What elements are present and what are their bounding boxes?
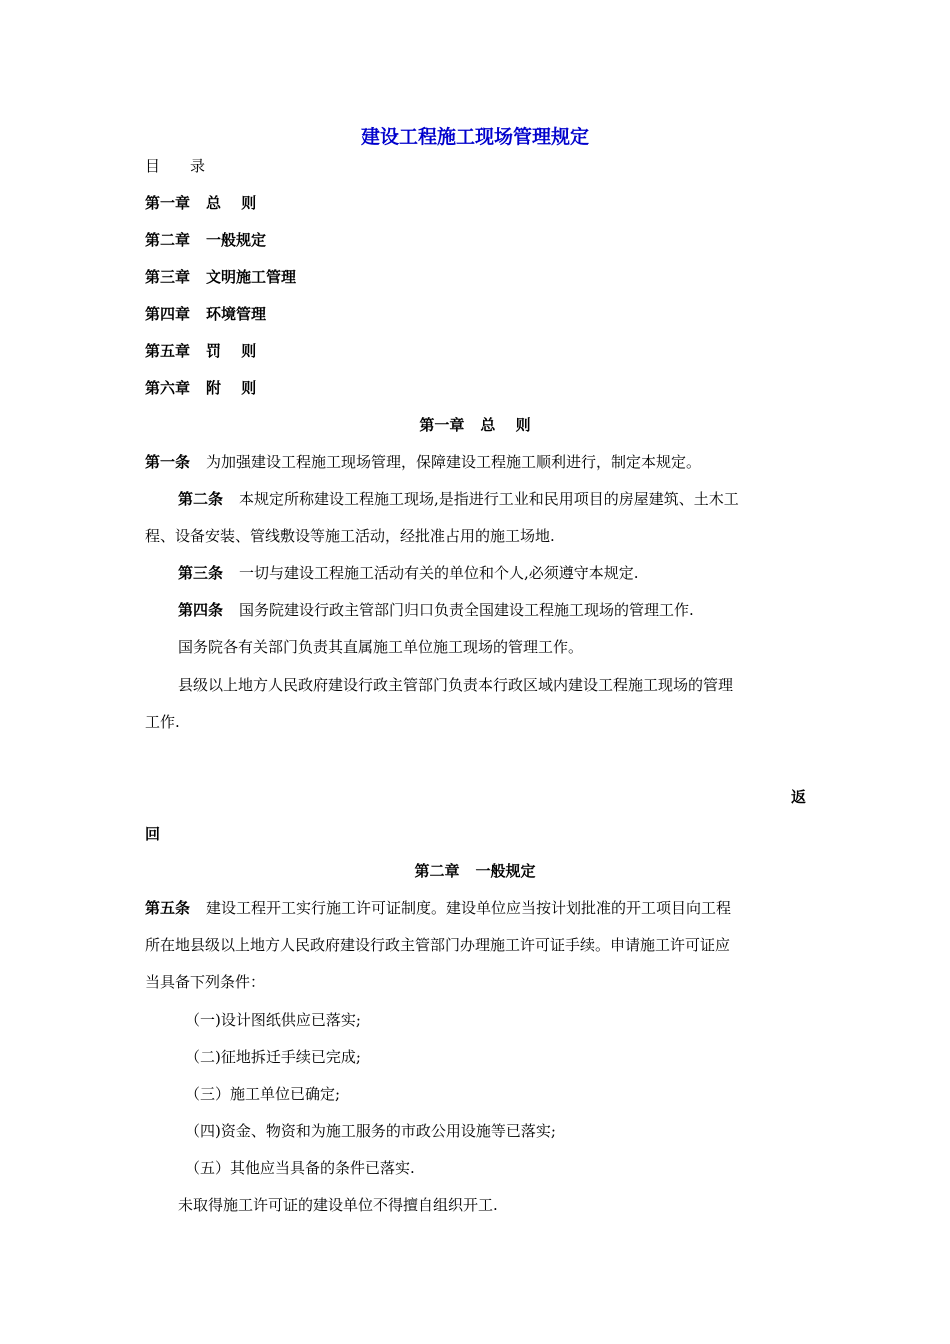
toc-item: [145, 230, 266, 250]
toc-chapter: 第一章: [145, 194, 191, 212]
condition-item: （五）其他应当具备的条件已落实.: [185, 1159, 415, 1177]
condition-item: （二)征地拆迁手续已完成;: [185, 1048, 361, 1066]
chapter-name: 一般规定: [475, 862, 536, 880]
paragraph: 国务院各有关部门负责其直属施工单位施工现场的管理工作。: [178, 638, 584, 656]
chapter-name: 总 则: [480, 416, 531, 434]
article-text: 一切与建设工程施工活动有关的单位和个人,必须遵守本规定.: [239, 564, 639, 582]
article-label: 第四条: [178, 601, 224, 619]
back-link-part-1[interactable]: 返: [790, 788, 806, 806]
chapter-number: 第一章: [419, 416, 465, 434]
article-text: 为加强建设工程施工现场管理，保障建设工程施工顺利进行，制定本规定。: [206, 453, 702, 471]
toc-chapter-name: 罚 则: [206, 342, 257, 360]
article-label: 第一条: [145, 453, 191, 471]
condition-item: （三）施工单位已确定;: [185, 1085, 341, 1103]
article-2-continued: 程、设备安装、管线敷设等施工活动，经批准占用的施工场地.: [145, 527, 555, 545]
toc-chapter-name: 环境管理: [206, 305, 267, 323]
article-label: 第五条: [145, 899, 191, 917]
article-label: 第二条: [178, 490, 224, 508]
toc-chapter: 第二章: [145, 231, 191, 249]
toc-label: 目 录: [145, 157, 206, 175]
article-text: 国务院建设行政主管部门归口负责全国建设工程施工现场的管理工作.: [239, 601, 694, 619]
article-4: [178, 600, 694, 620]
paragraph: 未取得施工许可证的建设单位不得擅自组织开工.: [178, 1196, 498, 1214]
back-link-part-2[interactable]: 回: [145, 825, 161, 843]
condition-item: （四)资金、物资和为施工服务的市政公用设施等已落实;: [185, 1122, 556, 1140]
article-3: [178, 563, 639, 583]
paragraph-continued: 工作.: [145, 713, 180, 731]
toc-chapter: 第五章: [145, 342, 191, 360]
paragraph: 县级以上地方人民政府建设行政主管部门负责本行政区域内建设工程施工现场的管理: [178, 676, 734, 694]
toc-item: [145, 304, 266, 324]
article-text: 本规定所称建设工程施工现场,是指进行工业和民用项目的房屋建筑、土木工: [239, 490, 739, 508]
condition-item: （一)设计图纸供应已落实;: [185, 1011, 361, 1029]
toc-item: [145, 267, 296, 287]
article-text: 建设工程开工实行施工许可证制度。建设单位应当按计划批准的开工项目向工程: [206, 899, 732, 917]
article-5-continued: 所在地县级以上地方人民政府建设行政主管部门办理施工许可证手续。申请施工许可证应: [145, 936, 731, 954]
document-title: 建设工程施工现场管理规定: [360, 126, 589, 148]
toc-chapter-name: 总 则: [206, 194, 257, 212]
chapter-heading: [0, 415, 950, 435]
toc-chapter-name: 文明施工管理: [206, 268, 297, 286]
toc-chapter-name: 附 则: [206, 379, 257, 397]
chapter-number: 第二章: [414, 862, 460, 880]
article-1: [145, 452, 701, 472]
toc-item: [145, 193, 256, 213]
toc-chapter: 第六章: [145, 379, 191, 397]
toc-chapter-name: 一般规定: [206, 231, 267, 249]
article-5: [145, 898, 731, 918]
toc-chapter: 第三章: [145, 268, 191, 286]
chapter-heading: [0, 861, 950, 881]
article-5-continued: 当具备下列条件：: [145, 973, 266, 991]
toc-chapter: 第四章: [145, 305, 191, 323]
toc-item: [145, 341, 256, 361]
toc-item: [145, 378, 256, 398]
article-label: 第三条: [178, 564, 224, 582]
article-2: [178, 489, 739, 509]
